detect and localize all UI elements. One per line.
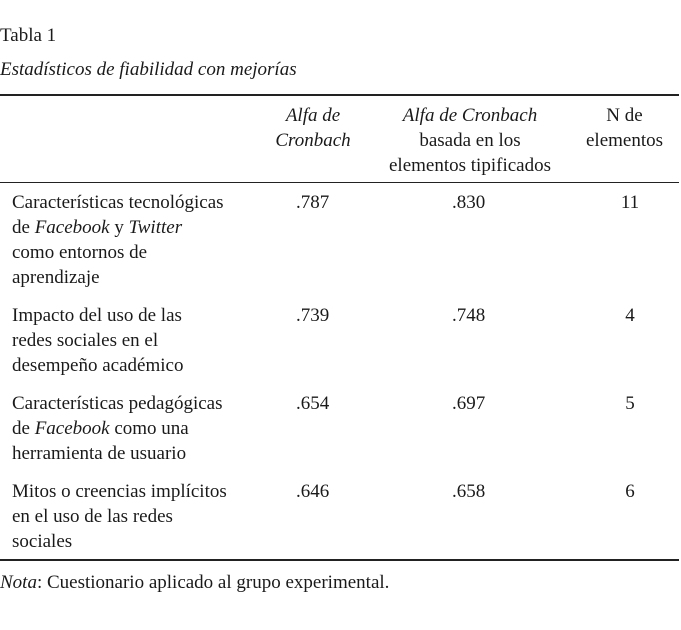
header-n-line: N de — [606, 105, 643, 126]
row-label-line: de Facebook como una — [12, 418, 189, 439]
row-label-line: herramienta de usuario — [12, 443, 187, 464]
row-label-line: Impacto del uso de las — [12, 305, 182, 326]
header-alpha-standardized — [370, 103, 570, 178]
alpha-std-value: .658 — [452, 481, 486, 502]
alpha-value: .739 — [296, 305, 330, 326]
note-prefix: Nota — [0, 572, 37, 593]
row-label-line: en el uso de las redes — [12, 506, 173, 527]
table-title: Estadísticos de fiabilidad con mejorías — [0, 59, 297, 80]
row-label-line: Características tecnológicas — [12, 192, 224, 213]
row-label-line: Características pedagógicas — [12, 393, 223, 414]
header-alpha-line: Alfa de — [285, 105, 341, 126]
table-note — [0, 572, 389, 594]
row-label-line: como entornos de — [12, 242, 148, 263]
header-alpha — [256, 103, 370, 153]
header-alpha-line: Cronbach — [275, 130, 351, 151]
header-n-line: elementos — [585, 130, 664, 151]
n-items-value: 11 — [620, 192, 640, 213]
row-label — [12, 303, 252, 378]
alpha-value: .654 — [296, 393, 330, 414]
row-label — [12, 391, 252, 466]
header-n-items — [570, 103, 679, 153]
alpha-value: .787 — [296, 192, 330, 213]
alpha-std-value: .830 — [452, 192, 486, 213]
n-items-value: 4 — [625, 305, 635, 326]
table-label: Tabla 1 — [0, 25, 57, 46]
row-label-line: desempeño académico — [12, 355, 184, 376]
header-alpha-std-line: basada en los — [419, 130, 521, 151]
header-alpha-std-line: Alfa de Cronbach — [402, 105, 538, 126]
n-items-value: 5 — [625, 393, 635, 414]
header-rule — [0, 182, 679, 183]
row-label-line: sociales — [12, 531, 73, 552]
header-alpha-std-line: elementos tipificados — [389, 155, 551, 176]
alpha-value: .646 — [296, 481, 330, 502]
alpha-std-value: .748 — [452, 305, 486, 326]
row-label-line: aprendizaje — [12, 267, 100, 288]
row-label — [12, 190, 252, 290]
n-items-value: 6 — [625, 481, 635, 502]
row-label — [12, 479, 252, 554]
alpha-std-value: .697 — [452, 393, 486, 414]
row-label-line: Mitos o creencias implícitos — [12, 481, 227, 502]
bottom-rule — [0, 559, 679, 561]
row-label-line: redes sociales en el — [12, 330, 159, 351]
note-text: : Cuestionario aplicado al grupo experimental. — [36, 572, 390, 593]
top-rule — [0, 94, 679, 96]
row-label-line: de Facebook y Twitter — [12, 217, 183, 238]
